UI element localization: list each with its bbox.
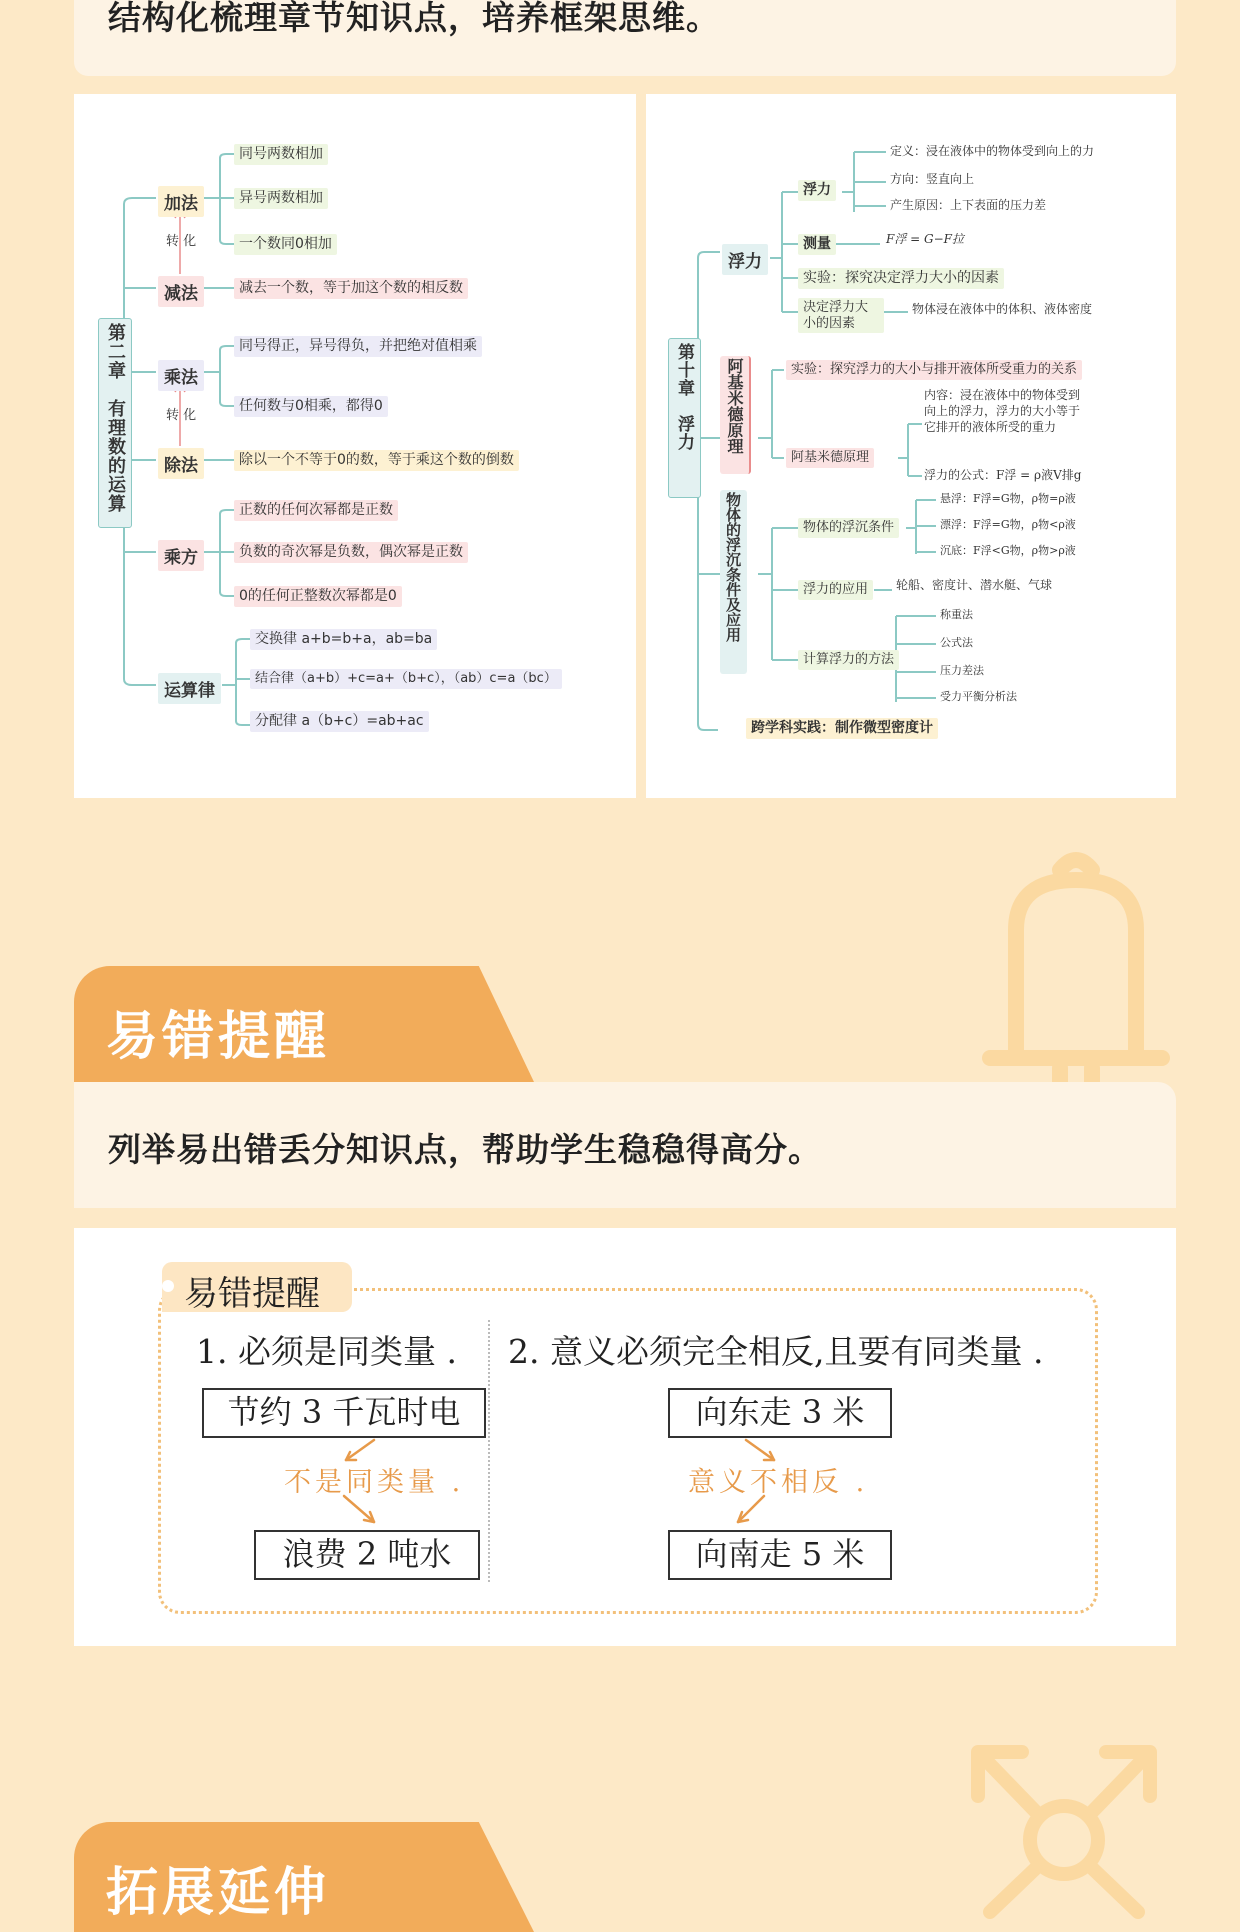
math-node-divide: 除法 <box>158 448 204 479</box>
physics-method: 公式法 <box>940 636 973 649</box>
math-add-item: 异号两数相加 <box>234 188 328 209</box>
physics-methods-label: 计算浮力的方法 <box>798 650 899 670</box>
math-multiply-item: 同号得正，异号得负，并把绝对值相乘 <box>234 336 482 357</box>
mistakes-card <box>74 1228 1176 1646</box>
math-chapter-label: 第二章 有理数的运算 <box>98 318 132 528</box>
math-node-subtract: 减法 <box>158 276 204 307</box>
physics-archimedes-content: 它排开的液体所受的重力 <box>924 420 1057 434</box>
physics-node-archimedes: 阿基米德原理 <box>720 356 751 474</box>
mistakes-left-note: 不是同类量 . <box>284 1467 465 1498</box>
math-multiply-item: 任何数与0相乘，都得0 <box>234 396 388 417</box>
mistakes-description: 列举易出错丢分知识点，帮助学生稳稳得高分。 <box>108 1130 822 1169</box>
physics-measure-formula: F浮 = G−F拉 <box>886 232 964 246</box>
physics-condition: 漂浮：F浮=G物，ρ物<ρ液 <box>940 518 1076 531</box>
math-power-item: 0的任何正整数次幂都是0 <box>234 586 402 607</box>
math-transform-label-2: 转 化 <box>166 408 197 423</box>
physics-buoyancy-def: 定义：浸在液体中的物体受到向上的力 <box>890 144 1095 158</box>
physics-method: 受力平衡分析法 <box>940 690 1017 703</box>
mistakes-right-note: 意义不相反 . <box>688 1467 869 1498</box>
math-laws-item: 结合律（a+b）+c=a+（b+c），（ab）c=a（bc） <box>250 669 562 689</box>
mistakes-section-title: 易错提醒 <box>106 1007 331 1067</box>
physics-archimedes-experiment: 实验：探究浮力的大小与排开液体所受重力的关系 <box>786 360 1082 380</box>
math-divide-item: 除以一个不等于0的数，等于乘这个数的倒数 <box>234 450 519 471</box>
mistakes-rule-1: 1. 必须是同类量 . <box>196 1332 457 1371</box>
math-node-power: 乘方 <box>158 540 204 571</box>
math-transform-label-1: 转 化 <box>166 234 197 249</box>
physics-applications: 轮船、密度计、潜水艇、气球 <box>896 578 1053 592</box>
physics-node-buoyancy: 浮力 <box>722 244 768 275</box>
physics-mind-map-card <box>646 94 1176 798</box>
mistakes-right-bottom-box: 向南走 5 米 <box>668 1530 892 1580</box>
physics-condition: 悬浮：F浮=G物，ρ物=ρ液 <box>940 492 1076 505</box>
physics-buoyancy-experiment: 实验：探究决定浮力大小的因素 <box>798 268 1004 289</box>
physics-method: 称重法 <box>940 608 973 621</box>
physics-buoyancy-def: 产生原因：上下表面的压力差 <box>890 198 1047 212</box>
math-mind-map-card <box>74 94 636 798</box>
physics-measure-label: 测量 <box>798 234 836 255</box>
physics-factors: 物体浸在液体中的体积、液体密度 <box>912 302 1093 316</box>
extension-section-title: 拓展延伸 <box>106 1863 331 1923</box>
physics-node-float-sink: 物体的浮沉条件及应用 <box>720 490 747 674</box>
mistakes-left-top-box: 节约 3 千瓦时电 <box>202 1388 486 1438</box>
physics-factors-label: 决定浮力大小的因素 <box>798 298 884 333</box>
math-power-item: 负数的奇次幂是负数，偶次幂是正数 <box>234 542 468 563</box>
physics-practice: 跨学科实践：制作微型密度计 <box>746 718 938 739</box>
physics-archimedes-content: 内容：浸在液体中的物体受到 <box>924 388 1081 402</box>
mistakes-rule-2: 2. 意义必须完全相反,且要有同类量 . <box>508 1332 1044 1371</box>
math-node-laws: 运算律 <box>158 673 221 704</box>
physics-archimedes-principle: 阿基米德原理 <box>786 448 874 468</box>
physics-application-label: 浮力的应用 <box>798 580 873 600</box>
math-laws-item: 分配律 a（b+c）=ab+ac <box>250 711 429 732</box>
physics-archimedes-formula: 浮力的公式：F浮 = ρ液V排g <box>924 468 1082 482</box>
math-node-add: 加法 <box>158 186 204 217</box>
mistakes-left-bottom-box: 浪费 2 吨水 <box>254 1530 480 1580</box>
math-laws-item: 交换律 a+b=b+a，ab=ba <box>250 629 437 650</box>
physics-conditions-label: 物体的浮沉条件 <box>798 518 899 538</box>
physics-buoyancy-sub: 浮力 <box>798 180 836 201</box>
physics-archimedes-content: 向上的浮力，浮力的大小等于 <box>924 404 1081 418</box>
physics-condition: 沉底：F浮<G物，ρ物>ρ液 <box>940 544 1076 557</box>
math-add-item: 一个数同0相加 <box>234 234 337 255</box>
mistakes-badge-text: 易错提醒 <box>184 1274 320 1314</box>
top-banner-text: 结构化梳理章节知识点，培养框架思维。 <box>108 0 720 37</box>
physics-method: 压力差法 <box>940 664 984 677</box>
math-node-multiply: 乘法 <box>158 360 204 391</box>
math-subtract-item: 减去一个数，等于加这个数的相反数 <box>234 278 468 299</box>
math-add-item: 同号两数相加 <box>234 144 328 165</box>
physics-buoyancy-def: 方向：竖直向上 <box>890 172 975 186</box>
mistakes-right-top-box: 向东走 3 米 <box>668 1388 892 1438</box>
mistakes-arrows <box>74 1228 1176 1646</box>
physics-chapter-label: 第十章 浮力 <box>668 338 701 498</box>
math-power-item: 正数的任何次幂都是正数 <box>234 500 398 521</box>
